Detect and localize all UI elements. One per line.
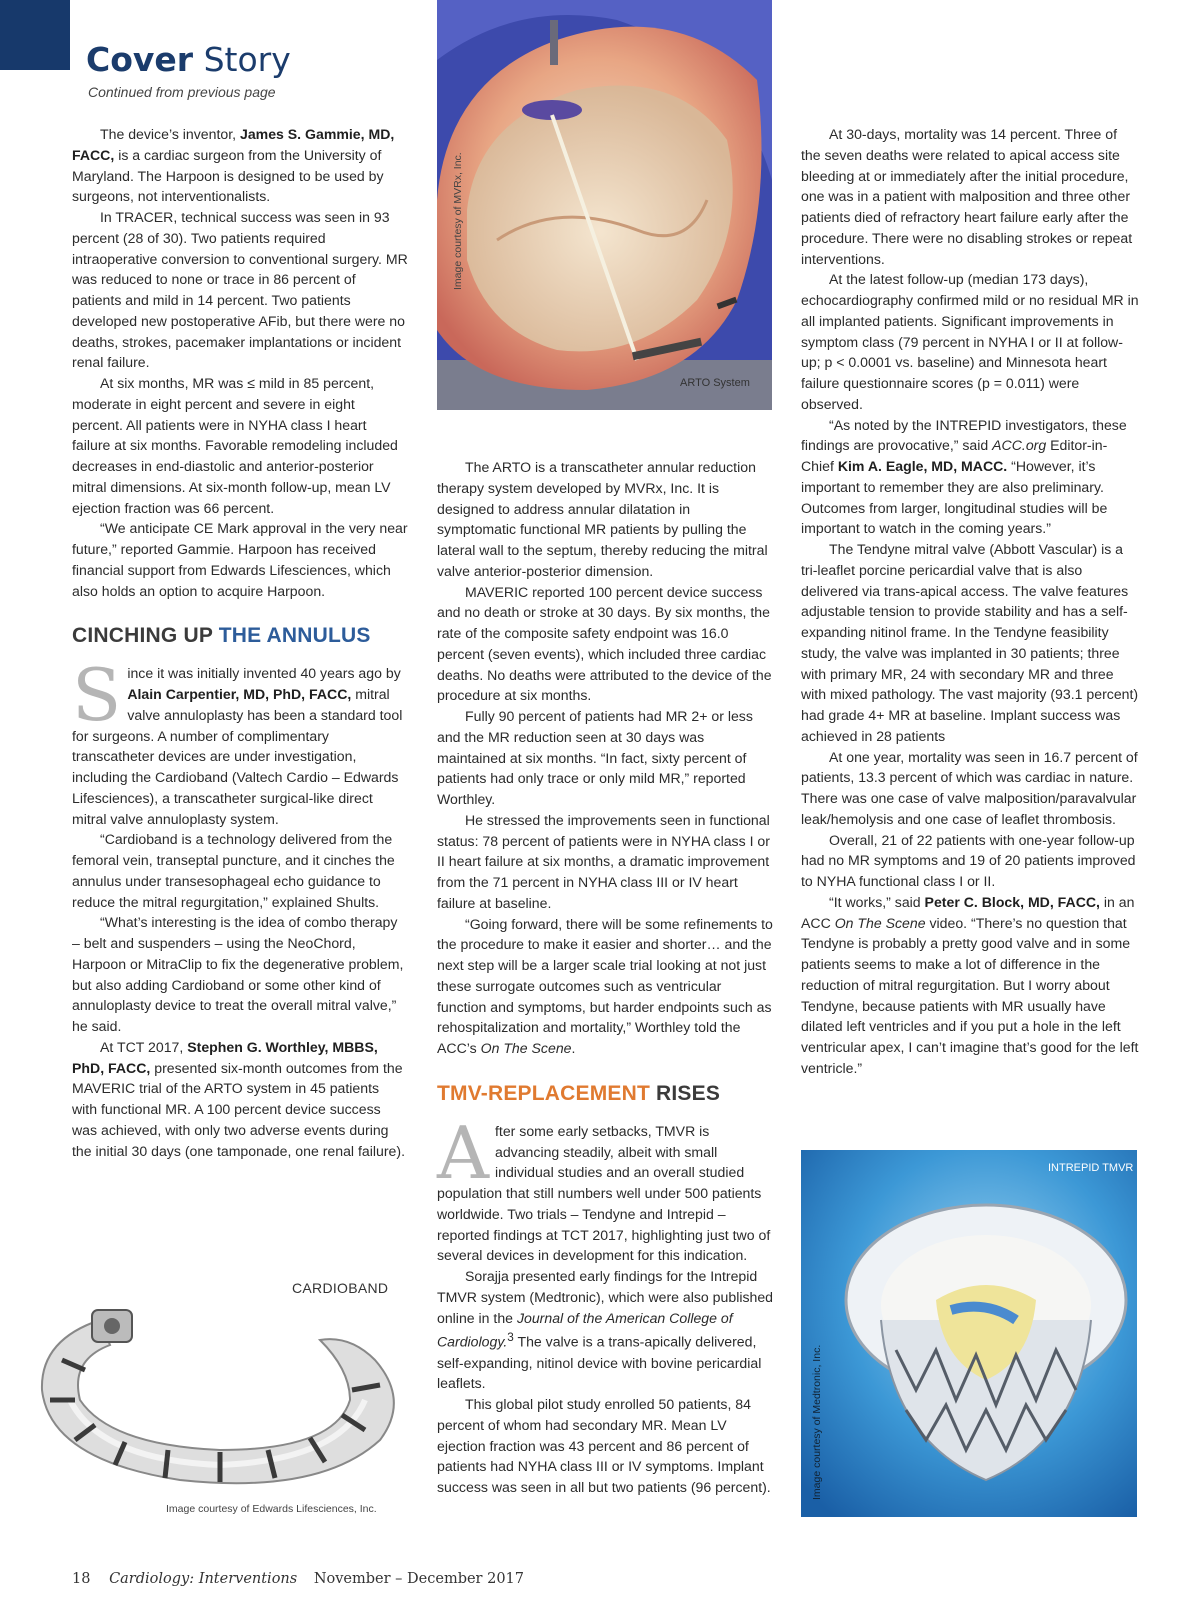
col1-paragraph-1: The device’s inventor, James S. Gammie, MD, FACC, is a cardiac surgeon from the University of Maryland. The Harpoon is designed to be used by surgeons, not interventionalists.	[72, 126, 395, 205]
continued-note: Continued from previous page	[88, 84, 276, 100]
arto-image-credit: Image courtesy of MVRx, Inc.	[452, 152, 464, 290]
cardioband-illustration	[30, 1300, 410, 1500]
col1-paragraph-8: At TCT 2017, Stephen G. Worthley, MBBS, PhD, FACC, presented six-month outcomes from the MAVERIC trial of the ARTO system in 45 patients with functional MR. A 100 percent device success was achieved, with only two adverse events during the initial 30 days (one tamponade, one renal failure).	[72, 1038, 405, 1159]
corner-color-block	[0, 0, 70, 70]
col3-paragraph-5: At one year, mortality was seen in 16.7 percent of patients, 13.3 percent of which was cardiac in nature. There was one case of valve malposition/paravalvular leak/hemolysis and one case of leaflet thrombosis.	[801, 748, 1138, 827]
intrepid-tmvr-label: INTREPID TMVR	[1048, 1162, 1134, 1174]
col1-paragraph-7: “What’s interesting is the idea of combo therapy – belt and suspenders – using the NeoChord, Harpoon or MitraClip to fix the degenerative problem, but also adding Cardioband or some other kind of annuloplasty device to treat the overall mitral valve,” he said.	[72, 914, 404, 1034]
page-number: 18	[72, 1571, 91, 1587]
dropcap-s: S	[72, 653, 122, 738]
arto-illustration	[437, 0, 772, 410]
col2-paragraph-8: This global pilot study enrolled 50 patients, 84 percent of whom had secondary MR. Mean LV ejection fraction was 43 percent and 86 percent of patients had NYHA class III or IV symptoms. Implant success was seen in all but two patients (96 percent).	[437, 1396, 771, 1496]
dropcap-a: A	[437, 1110, 489, 1195]
page-footer	[72, 1571, 524, 1587]
col2-paragraph-6: After some early setbacks, TMVR is advancing steadily, albeit with small individual studies and an overall studied population that still numbers well under 500 patients worldwide. Two trials – Tendyne and Intrepid – reported findings at TCT 2017, highlighting just two of several devices in development for this indication.	[437, 1110, 771, 1264]
col2-paragraph-2: MAVERIC reported 100 percent device success and no death or stroke at 30 days. By six months, the rate of the composite safety endpoint was 16.0 percent (seven events), which included three cardiac deaths. No deaths were attributed to the device of the procedure at six months.	[437, 583, 772, 704]
col2-paragraph-1: The ARTO is a transcatheter annular reduction therapy system developed by MVRx, Inc. It is designed to address annular dilatation in symptomatic functional MR patients by pulling the lateral wall to the septum, thereby reducing the mitral valve anterior-posterior dimension.	[437, 459, 768, 579]
cardioband-image	[30, 1300, 410, 1500]
intrepid-tmvr-image-credit: Image courtesy of Medtronic, Inc.	[811, 1344, 823, 1500]
column-2	[437, 457, 773, 1498]
col1-paragraph-4: “We anticipate CE Mark approval in the very near future,” reported Gammie. Harpoon has received financial support from Edwards Lifesciences, which also holds an option to acquire Harpoon.	[72, 520, 408, 599]
col3-paragraph-7: “It works,” said Peter C. Block, MD, FACC, in an ACC On The Scene video. “There’s no question that Tendyne is probably a pretty good valve and in some patients seems to make a lot of difference in the reduction of mitral regurgitation. But I worry about Tendyne, because patients with MR usually have dilated left ventricles and if you put a hole in the left ventricular apex, I can’t imagine that’s good for the left ventricle.”	[801, 893, 1139, 1076]
col3-paragraph-4: The Tendyne mitral valve (Abbott Vascular) is a tri-leaflet porcine pericardial valve that is also delivered via trans-apical access. The valve features adjustable tension to provide stability and has a self-expanding nitinol frame. In the Tendyne feasibility study, the valve was implanted in 30 patients; three with primary MR, 24 with secondary MR and three with mixed pathology. The vast majority (93.1 percent) had grade 4+ MR at baseline. Implant success was achieved in 28 patients	[801, 541, 1139, 744]
col2-paragraph-7: Sorajja presented early findings for the Intrepid TMVR system (Medtronic), which were also published online in the Journal of the American College of Cardiology.$^3$ The valve is a trans-apically delivered, self-expanding, nitinol device with bovine pericardial leaflets.	[437, 1268, 774, 1392]
col3-paragraph-6: Overall, 21 of 22 patients with one-year follow-up had no MR symptoms and 19 of 20 patients improved to NYHA functional class I or II.	[801, 831, 1136, 889]
intrepid-tmvr-image	[801, 1150, 1137, 1517]
col2-paragraph-4: He stressed the improvements seen in functional status: 78 percent of patients were in NYHA class I or II heart failure at six months, a dramatic improvement from the 71 percent in NYHA class III or IV heart failure at baseline.	[437, 811, 770, 911]
issue-date: November – December 2017	[313, 1571, 524, 1587]
heading-tmv-replacement: TMV-REPLACEMENT RISES	[437, 1081, 721, 1105]
section-title-bold: Cover	[86, 40, 194, 79]
arto-system-image	[437, 0, 772, 410]
cardioband-image-credit: Image courtesy of Edwards Lifesciences, Inc.	[166, 1503, 377, 1515]
column-3	[801, 124, 1139, 1079]
col1-paragraph-3: At six months, MR was ≤ mild in 85 percent, moderate in eight percent and severe in eight percent. All patients were in NYHA class I heart failure at six months. Favorable remodeling included decreases in end-diastolic and anterior-posterior mitral dimensions. At six-month follow-up, mean LV ejection fraction was 66 percent.	[72, 375, 398, 516]
heading-cinching-up: CINCHING UP THE ANNULUS	[72, 624, 371, 648]
col2-paragraph-3: Fully 90 percent of patients had MR 2+ or less and the MR reduction seen at 30 days was maintained at six months. “In fact, sixty percent of patients had only trace or only mild MR,” reported Worthley.	[437, 708, 753, 807]
col3-paragraph-1: At 30-days, mortality was 14 percent. Three of the seven deaths were related to apical access site bleeding at or immediately after the initial procedure, one was in a patient with malposition and three other patients died of refractory heart failure early after the procedure. There were no disabling strokes or repeat interventions.	[801, 126, 1133, 267]
col1-paragraph-2: In TRACER, technical success was seen in 93 percent (28 of 30). Two patients required intraoperative conversion to conventional surgery. MR was reduced to none or trace in 86 percent of patients and mild in 14 percent. Two patients developed new postoperative AFib, but there were no deaths, strokes, pacemaker implantations or incident renal failure.	[72, 209, 408, 371]
column-1	[72, 124, 408, 1161]
intrepid-tmvr-illustration	[801, 1150, 1137, 1517]
cardioband-label: CARDIOBAND	[292, 1280, 389, 1296]
col3-paragraph-3: “As noted by the INTREPID investigators, these findings are provocative,” said ACC.org Editor-in-Chief Kim A. Eagle, MD, MACC. “However, it’s important to remember they are also preliminary. Outcomes from larger, longitudinal studies will be important to watch in the coming years.”	[801, 416, 1127, 537]
col1-paragraph-5: Since it was initially invented 40 years ago by Alain Carpentier, MD, PhD, FACC, mitral valve annuloplasty has been a standard tool for surgeons. A number of complimentary transcatheter devices are under investigation, including the Cardioband (Valtech Cardio – Edwards Lifesciences), a transcatheter surgical-like direct mitral valve annuloplasty system.	[72, 653, 403, 827]
publication-name: Cardiology: Interventions	[109, 1571, 298, 1587]
col2-paragraph-5: “Going forward, there will be some refinements to the procedure to make it easier and shorter… and the next step will be a larger scale trial looking at not just these surrogate outcomes such as ventricular function and symptoms, but harder endpoints such as rehospitalization and mortality,” Worthley told the ACC’s On The Scene.	[437, 915, 773, 1056]
col3-paragraph-2: At the latest follow-up (median 173 days), echocardiography confirmed mild or no residual MR in all implanted patients. Significant improvements in symptom class (79 percent in NYHA I or II at follow-up; p < 0.0001 vs. baseline) and Minnesota heart failure questionnaire scores (p = 0.011) were observed.	[801, 271, 1139, 412]
section-title-light: Story	[203, 40, 291, 79]
arto-image-caption: ARTO System	[680, 377, 750, 389]
section-title	[86, 40, 291, 79]
col1-paragraph-6: “Cardioband is a technology delivered from the femoral vein, transeptal puncture, and it cinches the annulus under transesophageal echo guidance to reduce the mitral regurgitation,” explained Shults.	[72, 831, 395, 910]
